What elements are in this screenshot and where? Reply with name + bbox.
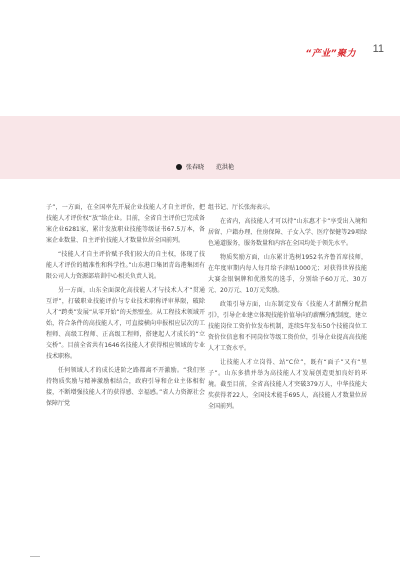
right-column	[208, 202, 367, 415]
byline-author-1: 张春晓	[186, 164, 205, 171]
paragraph: 让技能人才立岗得、站“C位”，既有“面子”又有“里子”。山东多措并举为高技能人才发展创造更加良好的环境。截至目前，全省高技能人才突破379万人，中华技能大奖获得者22人，全国技术能手695人，高技能人才数量位居全国前列。	[208, 359, 367, 410]
byline	[176, 162, 234, 171]
paragraph: 政策引导方面，山东制定发布《技能人才薪酬分配指引》，引导企业建立体现技能价值导向的薪酬分配制度，建立技能岗位工资价位发布机制，连续5年发布50个技能岗位工资价位信息和不同岗位等级工资价位，引导企业提高高技能人才工资水平。	[208, 301, 368, 352]
page-number: 11	[372, 43, 384, 55]
paragraph: 组书记、厅长张海表示。	[208, 204, 275, 211]
byline-bullet-icon	[176, 164, 182, 170]
header-section-mark: “产业”聚力	[305, 49, 356, 59]
paragraph: 子”，一方面，在全国率先开展企业技能人才自主评价，把技能人才评价权“放”给企业。目前，全省自主评价已完成备案企业6281家，累计发放职业技能等级证书67.5万本，备案企业数量、自主评价技能人才数量位居全国前列。	[46, 204, 205, 244]
left-column	[46, 202, 205, 412]
byline-author-2: 范洪艳	[216, 164, 235, 171]
page-edge-mark	[30, 556, 40, 557]
paragraph: 在省内，高技能人才可以持“山东惠才卡”享受出入境和居留、户籍办理、住房保障、子女入学、医疗保健等29项绿色通道服务，服务数量和内容在全国均处于领先水平。	[208, 218, 367, 247]
paragraph: 任何领域人才的成长进阶之路都离不开激励。“我们坚持物质奖励与精神激励相结合，政府引导和企业主体相衔接，不断增强技能人才的获得感、幸福感。”省人力资源社会保障厅党	[46, 367, 205, 407]
paragraph: 物质奖励方面，山东累计选树1952名齐鲁首席技师，在年度审期内每人每月给予津贴1000元；对获得世界技能大赛金银铜牌和优胜奖的选手，分别给予60万元、30万元、20万元、10万元奖励。	[208, 254, 367, 294]
paragraph: “技能人才自主评价赋予我们较大的自主权，体现了技能人才评价的精准性和科学性。”山东港口集团青岛港集团有限公司人力资源部培训中心相关负责人说。	[46, 251, 205, 280]
paragraph: 另一方面，山东全面深化高技能人才与技术人才“贯通互评”，打破职业技能评价与专业技术职称评审界限，破除人才“跨类”发展“从零开始”的天然壁垒。从工程技术领域开始，符合条件的高技能人才，可直接横向申报相应层次的工程师、高级工程师、正高级工程师，搭建起人才成长的“立交桥”。目前全省共有1646名技能人才获得相应领域的专业技术职称。	[46, 287, 205, 360]
